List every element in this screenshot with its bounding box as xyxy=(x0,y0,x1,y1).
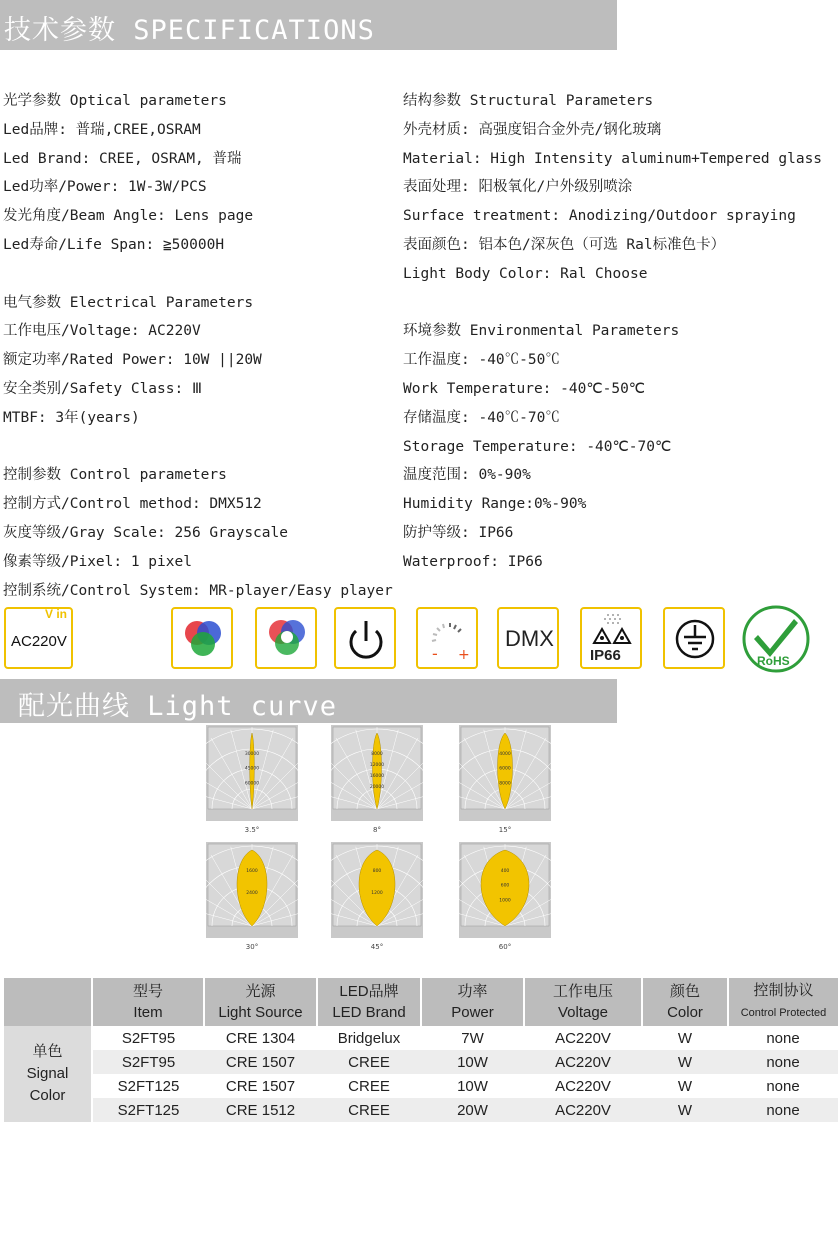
rgbw-color-icon xyxy=(255,607,317,669)
environmental-line: 防护等级: IP66 xyxy=(403,524,514,541)
cell-power: 10W xyxy=(421,1050,524,1074)
intensity-label: 16000 xyxy=(369,774,385,779)
beam-angle-label: 8° xyxy=(373,826,381,834)
structural-line: 表面处理: 阳极氧化/户外级别喷涂 xyxy=(403,179,633,196)
optical-line: Led寿命/Life Span: ≧50000H xyxy=(3,236,225,253)
cell-color: W xyxy=(642,1074,728,1098)
cell-led-brand: CREE xyxy=(317,1050,421,1074)
svg-text:+: + xyxy=(458,647,470,663)
beam-chart-svg xyxy=(206,842,298,938)
beam-chart-60 xyxy=(459,842,551,951)
beam-angle-label: 15° xyxy=(498,826,512,834)
cell-led-brand: Bridgelux xyxy=(317,1026,421,1050)
power-icon xyxy=(334,607,396,669)
intensity-label: 600 xyxy=(500,883,510,889)
left-spec-column xyxy=(3,87,393,605)
intensity-label: 30000 xyxy=(244,752,260,757)
beam-chart-8 xyxy=(331,725,423,834)
table-row xyxy=(4,1050,838,1074)
electrical-line: 安全类别/Safety Class: Ⅲ xyxy=(3,380,202,397)
cell-light-source: CRE 1512 xyxy=(204,1098,317,1122)
environmental-line: Work Temperature: -40℃-50℃ xyxy=(403,380,646,397)
intensity-label: 800 xyxy=(372,869,382,874)
structural-line: Surface treatment: Anodizing/Outdoor spraying xyxy=(403,208,796,225)
table-row xyxy=(4,1026,838,1050)
beam-chart-svg xyxy=(331,725,423,821)
cell-led-brand: CREE xyxy=(317,1098,421,1122)
structural-line: Material: High Intensity aluminum+Tempered glass xyxy=(403,150,823,167)
light-curve-charts xyxy=(0,723,840,963)
table-header-control: 控制协议 Control Protected xyxy=(728,978,838,1026)
environmental-line: 存储温度: -40℃-70℃ xyxy=(403,409,560,426)
beam-angle-label: 45° xyxy=(370,943,384,951)
light-curve-title: 配光曲线 Light curve xyxy=(18,691,338,722)
beam-angle-label: 30° xyxy=(245,943,259,951)
environmental-line: Storage Temperature: -40℃-70℃ xyxy=(403,438,672,455)
rgb-color-icon xyxy=(171,607,233,669)
control-line: 控制系统/Control System: MR-player/Easy player xyxy=(3,582,393,599)
dimming-icon xyxy=(416,607,478,669)
cell-light-source: CRE 1507 xyxy=(204,1050,317,1074)
table-header-voltage: 工作电压 Voltage xyxy=(524,978,642,1026)
beam-angle-label: 3.5° xyxy=(244,826,260,834)
cell-power: 7W xyxy=(421,1026,524,1050)
optical-line: Led品牌: 普瑞,CREE,OSRAM xyxy=(3,121,201,138)
intensity-label: 2400 xyxy=(246,891,258,896)
cell-voltage: AC220V xyxy=(524,1050,642,1074)
beam-chart-15 xyxy=(459,725,551,834)
intensity-label: 60000 xyxy=(244,781,260,787)
specifications-title: 技术参数 SPECIFICATIONS xyxy=(4,15,375,46)
cell-item: S2FT95 xyxy=(92,1026,204,1050)
beam-angle-label: 60° xyxy=(498,943,512,951)
beam-chart-svg xyxy=(331,842,423,938)
table-row xyxy=(4,1098,838,1122)
voltage-label: AC220V xyxy=(11,633,67,650)
table-header-light-source: 光源 Light Source xyxy=(204,978,317,1026)
intensity-label: 1000 xyxy=(499,898,511,904)
environmental-line: Humidity Range:0%-90% xyxy=(403,496,587,513)
table-group-label: 单色 Signal Color xyxy=(4,1026,92,1122)
control-title: 控制参数 Control parameters xyxy=(3,467,227,484)
specifications-header xyxy=(0,0,617,50)
beam-chart-30 xyxy=(206,842,298,951)
ip66-label: IP66 xyxy=(590,647,621,664)
beam-chart-svg xyxy=(206,725,298,821)
dmx-icon xyxy=(497,607,559,669)
voltage-input-icon xyxy=(4,607,73,669)
cell-color: W xyxy=(642,1098,728,1122)
cell-light-source: CRE 1304 xyxy=(204,1026,317,1050)
cell-item: S2FT95 xyxy=(92,1050,204,1074)
table-row xyxy=(4,1074,838,1098)
rohs-label: RoHS xyxy=(757,654,790,668)
intensity-label: 6000 xyxy=(499,766,511,772)
beam-chart-svg xyxy=(459,842,551,938)
optical-title: 光学参数 Optical parameters xyxy=(3,93,227,109)
right-spec-column xyxy=(403,87,822,577)
cell-led-brand: CREE xyxy=(317,1074,421,1098)
beam-chart-svg xyxy=(459,725,551,821)
cell-item: S2FT125 xyxy=(92,1074,204,1098)
control-line: 像素等级/Pixel: 1 pixel xyxy=(3,553,192,570)
beam-chart-3-5 xyxy=(206,725,298,834)
cell-power: 10W xyxy=(421,1074,524,1098)
electrical-line: 工作电压/Voltage: AC220V xyxy=(3,323,201,340)
intensity-label: 20000 xyxy=(369,785,385,790)
optical-line: Led Brand: CREE, OSRAM, 普瑞 xyxy=(3,150,242,167)
intensity-label: 8000 xyxy=(499,781,511,787)
table-header-item: 型号 Item xyxy=(92,978,204,1026)
environmental-line: 温度范围: 0%-90% xyxy=(403,467,531,484)
optical-line: 发光角度/Beam Angle: Lens page xyxy=(3,208,254,225)
cell-voltage: AC220V xyxy=(524,1074,642,1098)
cell-control: none xyxy=(728,1098,838,1122)
cell-power: 20W xyxy=(421,1098,524,1122)
cell-light-source: CRE 1507 xyxy=(204,1074,317,1098)
structural-line: Light Body Color: Ral Choose xyxy=(403,265,648,282)
product-spec-table xyxy=(4,978,838,1122)
electrical-line: 额定功率/Rated Power: 10W ||20W xyxy=(3,352,262,369)
cell-color: W xyxy=(642,1026,728,1050)
environmental-title: 环境参数 Environmental Parameters xyxy=(403,323,680,340)
structural-line: 表面颜色: 铝本色/深灰色（可选 Ral标准色卡） xyxy=(403,236,726,253)
svg-text:-: - xyxy=(432,644,438,663)
cell-voltage: AC220V xyxy=(524,1026,642,1050)
cell-item: S2FT125 xyxy=(92,1098,204,1122)
beam-chart-45 xyxy=(331,842,423,951)
cell-color: W xyxy=(642,1050,728,1074)
intensity-label: 4000 xyxy=(499,752,511,757)
environmental-line: Waterproof: IP66 xyxy=(403,553,543,570)
intensity-label: 1600 xyxy=(246,869,258,874)
cell-control: none xyxy=(728,1050,838,1074)
ground-icon xyxy=(663,607,725,669)
rohs-icon xyxy=(740,605,812,673)
cell-control: none xyxy=(728,1026,838,1050)
cell-voltage: AC220V xyxy=(524,1098,642,1122)
ip66-icon xyxy=(580,607,642,669)
intensity-label: 400 xyxy=(500,869,510,874)
table-corner xyxy=(4,978,92,1026)
intensity-label: 8000 xyxy=(371,752,383,757)
structural-line: 外壳材质: 高强度铝合金外壳/钢化玻璃 xyxy=(403,121,662,138)
intensity-label: 45000 xyxy=(244,766,260,772)
electrical-title: 电气参数 Electrical Parameters xyxy=(3,294,254,311)
table-header-color: 颜色 Color xyxy=(642,978,728,1026)
dmx-label: DMX xyxy=(505,626,554,651)
control-line: 控制方式/Control method: DMX512 xyxy=(3,496,262,513)
intensity-label: 1200 xyxy=(371,891,383,896)
cell-control: none xyxy=(728,1074,838,1098)
table-header-led-brand: LED品牌 LED Brand xyxy=(317,978,421,1026)
intensity-label: 12000 xyxy=(369,763,385,768)
table-header-power: 功率 Power xyxy=(421,978,524,1026)
structural-title: 结构参数 Structural Parameters xyxy=(403,93,654,109)
control-line: 灰度等级/Gray Scale: 256 Grayscale xyxy=(3,524,288,541)
vin-label: V in xyxy=(44,607,67,621)
electrical-line: MTBF: 3年(years) xyxy=(3,409,140,426)
optical-line: Led功率/Power: 1W-3W/PCS xyxy=(3,179,207,196)
light-curve-header xyxy=(0,679,617,723)
feature-icon-row xyxy=(0,605,840,675)
environmental-line: 工作温度: -40℃-50℃ xyxy=(403,352,560,369)
